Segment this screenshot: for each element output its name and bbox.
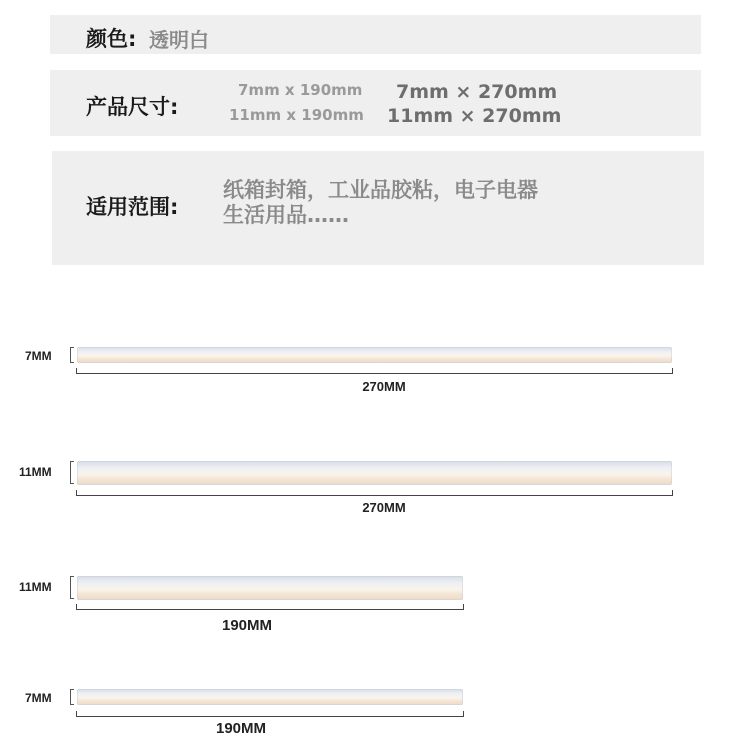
stick-4-bracket bbox=[70, 689, 74, 705]
size-label: 产品尺寸: bbox=[86, 95, 179, 119]
stick-3-length: 190MM bbox=[221, 617, 273, 634]
color-value: 透明白 bbox=[149, 28, 209, 52]
stick-1-length-bracket bbox=[76, 368, 673, 374]
stick-2-length-bracket bbox=[76, 490, 673, 496]
usage-line-1: 纸箱封箱，工业品胶粘，电子电器 bbox=[223, 178, 538, 202]
stick-4-length: 190MM bbox=[215, 720, 267, 737]
size-option-7x190: 7mm x 190mm bbox=[238, 81, 363, 99]
size-option-7x270: 7mm × 270mm bbox=[396, 81, 558, 103]
stick-1-glue-stick bbox=[77, 347, 672, 363]
color-panel bbox=[50, 15, 701, 54]
stick-1-length: 270MM bbox=[362, 379, 406, 394]
stick-2-bracket bbox=[70, 461, 74, 484]
stick-3-diameter: 11MM bbox=[19, 580, 52, 594]
stick-4-diameter: 7MM bbox=[25, 691, 52, 705]
stick-1-diameter: 7MM bbox=[25, 349, 52, 363]
stick-2-glue-stick bbox=[77, 461, 672, 485]
stick-2-length: 270MM bbox=[362, 500, 406, 515]
stick-3-glue-stick bbox=[77, 576, 463, 600]
stick-3-length-bracket bbox=[76, 604, 464, 610]
size-option-11x190: 11mm x 190mm bbox=[229, 106, 364, 124]
stick-3-bracket bbox=[70, 576, 74, 599]
usage-line-2: 生活用品…… bbox=[223, 203, 349, 227]
color-label: 颜色: bbox=[86, 27, 137, 51]
stick-4-length-bracket bbox=[76, 711, 464, 717]
stick-1-bracket bbox=[70, 347, 74, 363]
stick-2-diameter: 11MM bbox=[19, 465, 52, 479]
size-option-11x270: 11mm × 270mm bbox=[387, 105, 562, 127]
stick-4-glue-stick bbox=[77, 689, 463, 705]
usage-label: 适用范围: bbox=[86, 195, 179, 219]
